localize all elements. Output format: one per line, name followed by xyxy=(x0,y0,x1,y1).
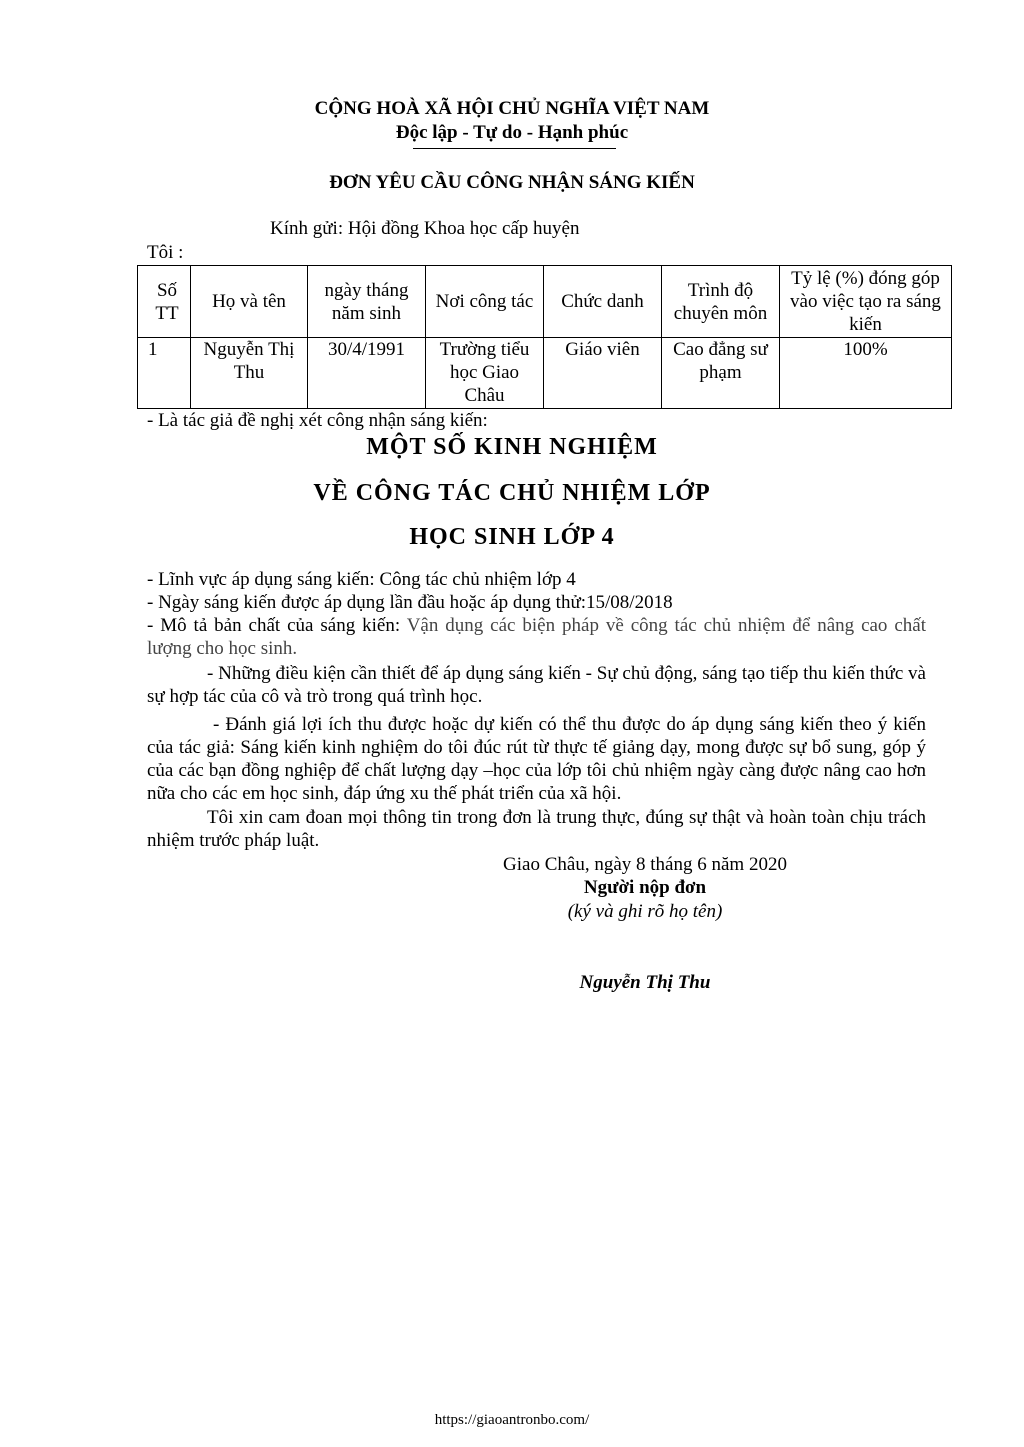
initiative-title-line2: VỀ CÔNG TÁC CHỦ NHIỆM LỚP xyxy=(313,480,711,506)
signer-name: Nguyễn Thị Thu xyxy=(579,972,711,993)
table-row xyxy=(138,338,952,409)
header-cell: Tỷ lệ (%) đóng góp vào việc tạo ra sáng kiến xyxy=(780,266,952,338)
footer-url: https://giaoantronbo.com/ xyxy=(434,1412,590,1428)
initiative-title-line1: MỘT SỐ KINH NGHIỆM xyxy=(366,434,658,460)
author-info-table xyxy=(137,265,952,409)
table-cell: Trường tiểu học Giao Châu xyxy=(426,338,544,409)
signer-role: Người nộp đơn xyxy=(583,877,707,898)
commitment-paragraph: Tôi xin cam đoan mọi thông tin trong đơn là trung thực, đúng sự thật và hoàn toàn chịu trách nhiệm trước pháp luật. xyxy=(147,807,926,851)
table-cell: 100% xyxy=(780,338,952,409)
header-cell: Số TT xyxy=(138,266,191,338)
essence-label: - Mô tả bản chất của sáng kiến: xyxy=(147,615,407,636)
signer-note: (ký và ghi rõ họ tên) xyxy=(567,901,723,922)
table-cell: 1 xyxy=(138,338,191,409)
place-date: Giao Châu, ngày 8 tháng 6 năm 2020 xyxy=(503,854,787,875)
table-cell: Giáo viên xyxy=(544,338,662,409)
motto-underline xyxy=(413,148,616,149)
date-applied: - Ngày sáng kiến được áp dụng lần đầu hoặc áp dụng thử:15/08/2018 xyxy=(147,592,673,613)
table-cell: Nguyễn Thị Thu xyxy=(191,338,308,409)
essence-text: Vận dụng các biện pháp về công tác chủ nhiệm để nâng cao chất lượng cho học sinh. xyxy=(147,615,926,659)
table-cell: 30/4/1991 xyxy=(308,338,426,409)
form-title: ĐƠN YÊU CẦU CÔNG NHẬN SÁNG KIẾN xyxy=(329,172,695,193)
header-cell: Họ và tên xyxy=(191,266,308,338)
essence-paragraph xyxy=(147,614,926,660)
table-header-row xyxy=(138,266,952,338)
header-motto: Độc lập - Tự do - Hạnh phúc xyxy=(395,122,629,143)
header-cell: Trình độ chuyên môn xyxy=(662,266,780,338)
header-country: CỘNG HOÀ XÃ HỘI CHỦ NGHĨA VIỆT NAM xyxy=(314,98,710,119)
initiative-title-line3: HỌC SINH LỚP 4 xyxy=(409,524,615,550)
recipient-line: Kính gửi: Hội đồng Khoa học cấp huyện xyxy=(270,218,580,239)
benefits-paragraph: - Đánh giá lợi ích thu được hoặc dự kiến có thể thu được do áp dụng sáng kiến theo ý kiến của tác giả: Sáng kiến kinh nghiệm do tôi đúc rút từ thực tế giảng dạy, mong được sự bổ sung, góp ý của các bạn đồng nghiệp để chất lượng dạy –học của lớp tôi chủ nhiệm ngày càng được nâng cao hơn nữa cho các em học sinh, đáp ứng xu thế phát triển của xã hội. xyxy=(147,714,926,804)
author-note: - Là tác giả đề nghị xét công nhận sáng kiến: xyxy=(147,410,488,431)
intro-label: Tôi : xyxy=(147,242,184,263)
conditions-paragraph: - Những điều kiện cần thiết để áp dụng sáng kiến - Sự chủ động, sáng tạo tiếp thu kiến thức và sự hợp tác của cô và trò trong quá trình học. xyxy=(147,663,926,707)
header-cell: Nơi công tác xyxy=(426,266,544,338)
field-of-application: - Lĩnh vực áp dụng sáng kiến: Công tác chủ nhiệm lớp 4 xyxy=(147,569,576,590)
table-cell: Cao đẳng sư phạm xyxy=(662,338,780,409)
header-cell: ngày tháng năm sinh xyxy=(308,266,426,338)
header-cell: Chức danh xyxy=(544,266,662,338)
